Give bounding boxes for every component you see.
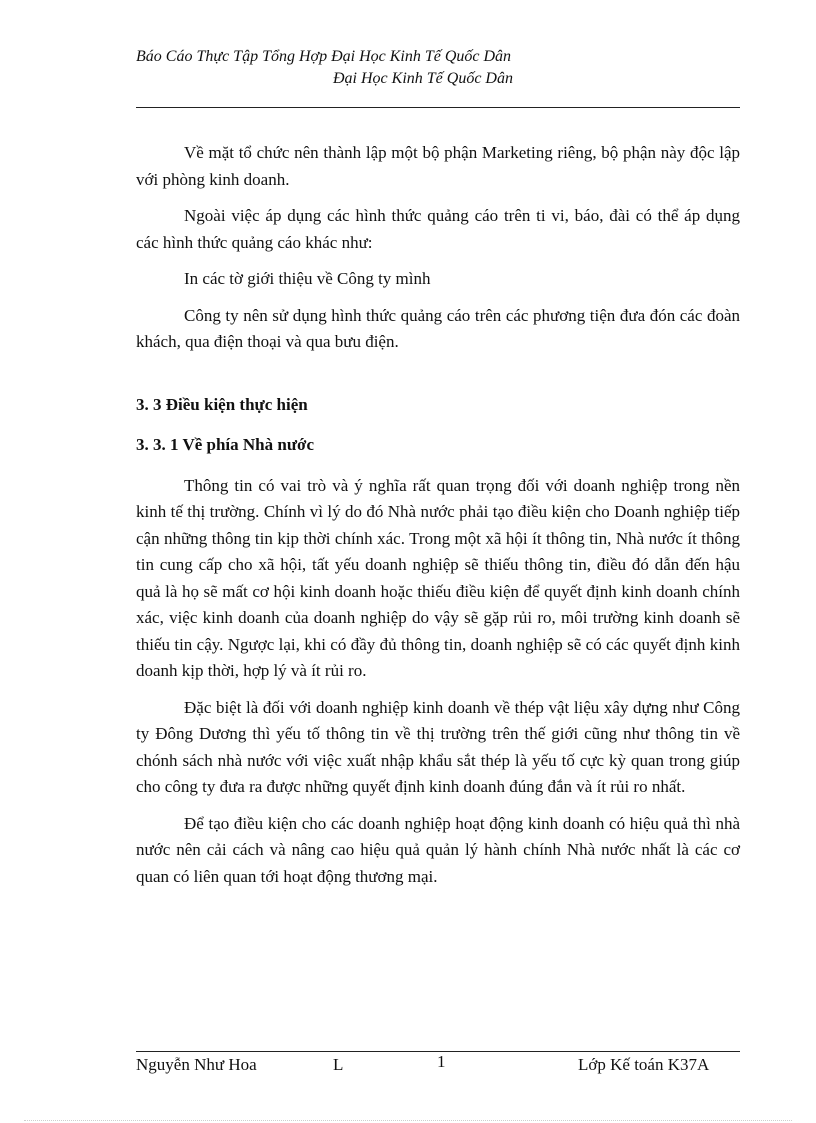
paragraph-brochures: In các tờ giới thiệu về Công ty mình [184,269,431,288]
page-bottom-border [24,1120,792,1121]
footer-class-name: Lớp Kế toán K37A [578,1055,710,1074]
document-body [136,140,740,900]
subsection-heading: 3. 3. 1 Về phía Nhà nước [136,435,314,454]
paragraph-steel-business: Đặc biệt là đối với doanh nghiệp kinh doanh về thép vật liệu xây dựng như Công ty Đông Dương thì yếu tố thông tin về thị trường trên thế giới cũng như thông tin về chónh sách nhà nước với việc xuất nhập khẩu sắt thép là yếu tố cực kỳ quan trong giúp cho công ty đưa ra được những quyết định kinh doanh đúng đắn và ít rủi ro nhất. [136,697,740,796]
page-number: 1 [437,1052,446,1071]
section-heading: 3. 3 Điều kiện thực hiện [136,394,308,414]
paragraph-advertising: Ngoài việc áp dụng các hình thức quảng cáo trên ti vi, báo, đài có thể áp dụng các hình thức quảng cáo khác như: [136,206,740,252]
paragraph-administration: Để tạo điều kiện cho các doanh nghiệp hoạt động kinh doanh có hiệu quả thì nhà nước nên cải cách và nâng cao hiệu quả quản lý hành chính Nhà nước nhất là các cơ quan có liên quan tới hoạt động thương mại. [136,813,740,886]
footer-author: Nguyễn Như Hoa [136,1055,257,1074]
header-title-line1: Báo Cáo Thực Tập Tổng Hợp Đại Học Kinh Tế Quốc Dân [136,48,512,65]
header-title-line2: Đại Học Kinh Tế Quốc Dân [333,70,513,87]
paragraph-transport-ads: Công ty nên sử dụng hình thức quảng cáo trên các phương tiện đưa đón các đoàn khách, qua điện thoại và qua bưu điện. [136,305,740,351]
footer-mark: L [333,1055,344,1074]
header-divider [136,107,740,108]
paragraph-marketing: Về mặt tổ chức nên thành lập một bộ phận Marketing riêng, bộ phận này độc lập với phòng kinh doanh. [136,143,740,189]
paragraph-information: Thông tin có vai trò và ý nghĩa rất quan trọng đối với doanh nghiệp trong nền kinh tế thị trường. Chính vì lý do đó Nhà nước phải tạo điều kiện cho Doanh nghiệp tiếp cận những thông tin kịp thời chính xác. Trong một xã hội ít thông tin, Nhà nước ít thông tin cung cấp cho xã hội, tất yếu doanh nghiệp sẽ thiếu thông tin, điều đó dẫn đến hậu quả là họ sẽ mất cơ hội kinh doanh hoặc thiếu điều kiện để quyết định kinh doanh chính xác, việc kinh doanh của doanh nghiệp do vậy sẽ gặp rủi ro, môi trường kinh doanh sẽ thiếu tin cậy. Ngược lại, khi có đầy đủ thông tin, doanh nghiệp sẽ có các quyết định kinh doanh kịp thời, hợp lý và ít rủi ro. [136,475,740,680]
